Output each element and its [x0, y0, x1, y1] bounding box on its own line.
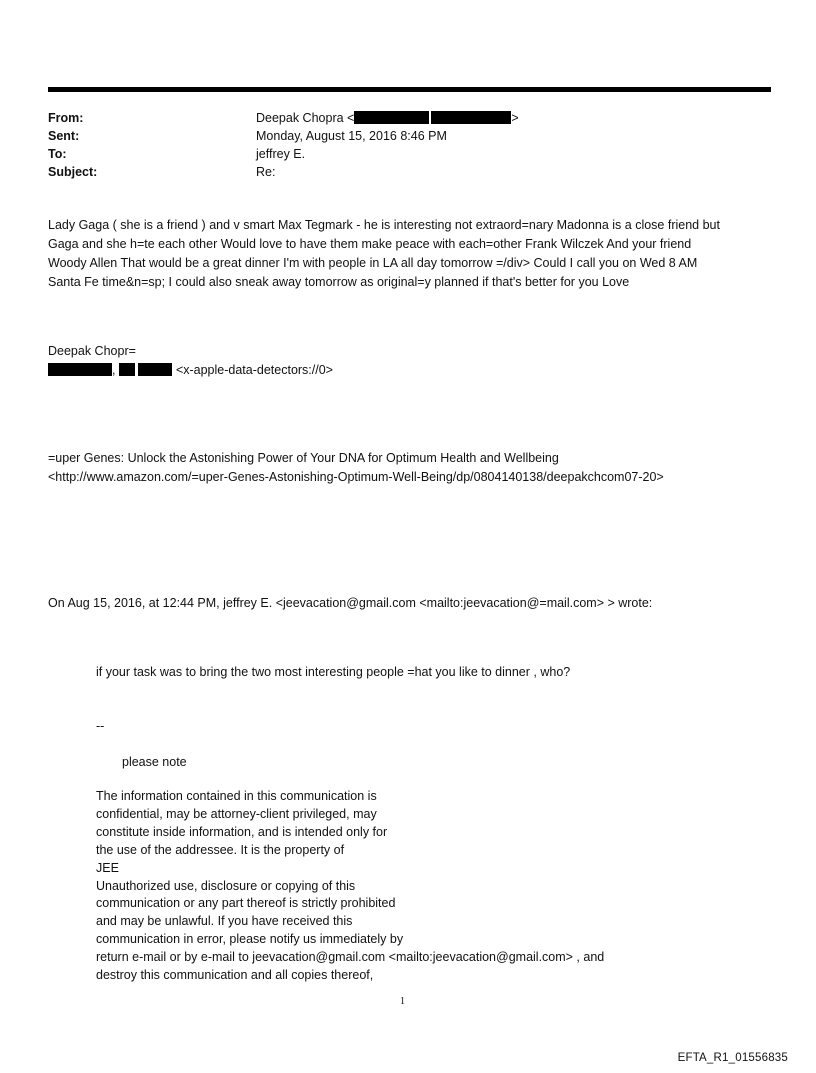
please-note: please note: [122, 755, 187, 769]
sent-label: Sent:: [48, 129, 80, 143]
message-paragraph: [48, 216, 773, 292]
paragraph-line: Gaga and she h=te each other Would love to have them make peace with each=other Frank Wilczek And your friend: [48, 237, 692, 251]
disclaimer-line: and may be unlawful. If you have received this: [96, 914, 353, 929]
subject-value: Re:: [256, 165, 276, 179]
disclaimer-line: the use of the addressee. It is the property of: [96, 842, 345, 857]
disclaimer-line: confidential, may be attorney-client privileged, may: [96, 806, 377, 821]
signature-link[interactable]: <x-apple-data-detectors://0>: [175, 363, 333, 377]
signature-separator-dashes: --: [96, 719, 105, 733]
signature-block: [48, 342, 773, 380]
book-promo: [48, 449, 773, 487]
disclaimer-line: Unauthorized use, disclosure or copying of this: [96, 878, 356, 893]
to-label: To:: [48, 147, 67, 161]
redacted-email-part1: [354, 111, 429, 124]
book-link[interactable]: <http://www.amazon.com/=uper-Genes-Astonishing-Optimum-Well-Being/dp/0804140138/deepakchcom07-20>: [48, 470, 664, 484]
subject-label: Subject:: [48, 165, 98, 179]
paragraph-line: Woody Allen That would be a great dinner I'm with people in LA all day tomorrow =/div> Could I call you on Wed 8 AM: [48, 256, 698, 270]
header-rule: [48, 87, 771, 92]
from-name: Deepak Chopra <: [256, 111, 355, 125]
disclaimer-line: communication or any part thereof is strictly prohibited: [96, 896, 396, 911]
page-number: 1: [400, 996, 405, 1007]
redacted-address-2: [119, 363, 135, 376]
redacted-address-3: [138, 363, 172, 376]
from-value: [256, 109, 519, 127]
signature-separator: ,: [112, 363, 116, 377]
disclaimer-line: The information contained in this communication is: [96, 789, 377, 803]
paragraph-line: Santa Fe time&n=sp; I could also sneak away tomorrow as original=y planned if that's better for you Love: [48, 275, 630, 289]
quoted-question: if your task was to bring the two most interesting people =hat you like to dinner , who?: [96, 665, 571, 679]
redacted-email-part2: [431, 111, 511, 124]
signature-name: Deepak Chopr=: [48, 344, 136, 358]
from-value-end: >: [511, 111, 519, 125]
to-value: jeffrey E.: [256, 147, 306, 161]
book-title-line: =uper Genes: Unlock the Astonishing Power of Your DNA for Optimum Health and Wellbeing: [48, 451, 559, 465]
quote-intro-line: On Aug 15, 2016, at 12:44 PM, jeffrey E. <jeevacation@gmail.com <mailto:jeevacation@=mail.com> > wrote:: [48, 596, 653, 610]
disclaimer-line: return e-mail or by e-mail to jeevacation@gmail.com <mailto:jeevacation@gmail.com> , and: [96, 950, 605, 965]
document-id: EFTA_R1_01556835: [677, 1052, 788, 1064]
redacted-address-1: [48, 363, 112, 376]
disclaimer-line: JEE: [96, 860, 119, 875]
signature-address: [48, 361, 773, 380]
disclaimer-line: destroy this communication and all copies thereof,: [96, 968, 374, 983]
disclaimer-line: constitute inside information, and is intended only for: [96, 824, 388, 839]
disclaimer-block: [96, 788, 696, 985]
quote-intro: [48, 594, 773, 613]
paragraph-line: Lady Gaga ( she is a friend ) and v smart Max Tegmark - he is interesting not extraord=nary Madonna is a close friend but: [48, 218, 720, 232]
disclaimer-line: communication in error, please notify us immediately by: [96, 932, 404, 947]
sent-value: Monday, August 15, 2016 8:46 PM: [256, 129, 447, 143]
from-label: From:: [48, 111, 84, 125]
